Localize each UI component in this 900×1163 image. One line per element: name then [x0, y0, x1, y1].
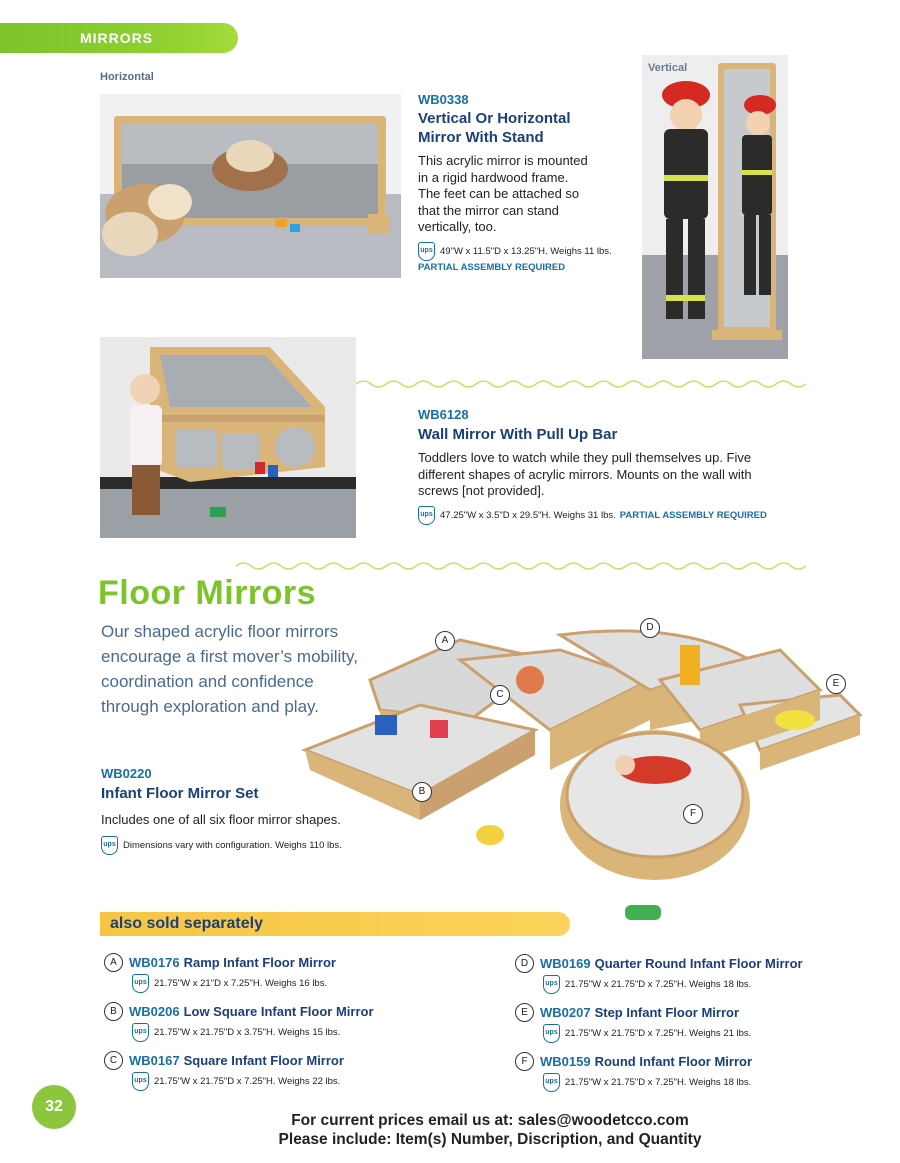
product1-desc-line: in a rigid hardwood frame.	[418, 169, 569, 185]
item-letter: A	[104, 953, 123, 972]
page-number: 32	[32, 1085, 76, 1129]
floor-set-title: Infant Floor Mirror Set	[101, 785, 259, 802]
product1-spec-text: 49"W x 11.5"D x 13.25"H. Weighs 11 lbs.	[440, 246, 612, 257]
floor-set-spec	[101, 836, 342, 855]
item-sku: WB0169	[540, 956, 591, 971]
ups-icon: ups	[132, 1072, 149, 1091]
wave-divider	[356, 378, 816, 390]
wall-mirror-photo	[100, 337, 356, 538]
item-name: Low Square Infant Floor Mirror	[183, 1004, 374, 1019]
product1-assembly: PARTIAL ASSEMBLY REQUIRED	[418, 262, 566, 273]
lead-line: coordination and confidence	[101, 672, 314, 691]
sold-item-b	[104, 1002, 374, 1042]
footer-line1: For current prices email us at: sales@woodetcco.com	[291, 1112, 689, 1129]
sold-separately-bar	[100, 912, 570, 936]
marker-b: B	[412, 782, 432, 802]
marker-a: A	[435, 631, 455, 651]
product1-title-line2: Mirror With Stand	[418, 129, 544, 146]
ups-icon: ups	[132, 1023, 149, 1042]
sold-item-a	[104, 953, 336, 993]
ups-icon: ups	[543, 1024, 560, 1043]
item-name: Round Infant Floor Mirror	[594, 1054, 752, 1069]
product1-title-line1: Vertical Or Horizontal	[418, 110, 571, 127]
item-letter: D	[515, 954, 534, 973]
marker-e: E	[826, 674, 846, 694]
horizontal-mirror-photo	[100, 94, 401, 278]
product2-spec-text: 47.25"W x 3.5"D x 29.5"H. Weighs 31 lbs.	[440, 510, 616, 521]
section-tab	[0, 23, 238, 53]
item-spec: 21.75"W x 21.75"D x 7.25"H. Weighs 18 lbs.	[565, 1077, 752, 1088]
ups-icon: ups	[543, 975, 560, 994]
product2-description	[418, 450, 798, 500]
product1-desc-line: This acrylic mirror is mounted	[418, 153, 588, 168]
footer-line2: Please include: Item(s) Number, Discription, and Quantity	[278, 1131, 702, 1148]
item-sku: WB0207	[540, 1005, 591, 1020]
item-letter: B	[104, 1002, 123, 1021]
sold-item-c	[104, 1051, 344, 1091]
sold-separately-label: also sold separately	[110, 915, 263, 932]
ups-icon: ups	[543, 1073, 560, 1092]
lead-line: through exploration and play.	[101, 697, 320, 716]
wave-divider	[236, 560, 816, 572]
product2-assembly: PARTIAL ASSEMBLY REQUIRED	[619, 510, 767, 521]
product1-desc-line: The feet can be attached so	[418, 186, 580, 201]
item-spec: 21.75"W x 21.75"D x 3.75"H. Weighs 15 lbs.	[154, 1027, 341, 1038]
item-spec: 21.75"W x 21"D x 7.25"H. Weighs 16 lbs.	[154, 978, 328, 989]
marker-c: C	[490, 685, 510, 705]
floor-mirrors-lead	[101, 619, 421, 719]
marker-d: D	[640, 618, 660, 638]
sold-item-d	[515, 954, 803, 994]
sold-item-e	[515, 1003, 751, 1043]
product2-title: Wall Mirror With Pull Up Bar	[418, 426, 618, 443]
product1-sku: WB0338	[418, 92, 469, 107]
item-name: Ramp Infant Floor Mirror	[183, 955, 336, 970]
product2-desc-line: different shapes of acrylic mirrors. Mounts on the wall with	[418, 466, 752, 482]
item-spec: 21.75"W x 21.75"D x 7.25"H. Weighs 18 lbs.	[565, 979, 752, 990]
item-spec: 21.75"W x 21.75"D x 7.25"H. Weighs 22 lbs.	[154, 1076, 341, 1087]
item-sku: WB0206	[129, 1004, 180, 1019]
section-title: MIRRORS	[80, 30, 154, 46]
horizontal-label: Horizontal	[100, 71, 154, 83]
product1-spec	[418, 242, 612, 261]
floor-set-spec-text: Dimensions vary with configuration. Weighs 110 lbs.	[123, 840, 342, 851]
item-letter: E	[515, 1003, 534, 1022]
ups-icon: ups	[418, 242, 435, 261]
floor-set-description: Includes one of all six floor mirror shapes.	[101, 812, 341, 827]
item-name: Step Infant Floor Mirror	[594, 1005, 740, 1020]
item-letter: F	[515, 1052, 534, 1071]
product2-desc-line: screws [not provided].	[418, 483, 545, 498]
vertical-mirror-photo	[642, 55, 788, 359]
floor-set-sku: WB0220	[101, 766, 152, 781]
ups-icon: ups	[418, 506, 435, 525]
item-name: Quarter Round Infant Floor Mirror	[594, 956, 803, 971]
product2-sku: WB6128	[418, 407, 469, 422]
item-name: Square Infant Floor Mirror	[183, 1053, 344, 1068]
product2-spec	[418, 506, 767, 525]
ups-icon: ups	[101, 836, 118, 855]
ups-icon: ups	[132, 974, 149, 993]
item-sku: WB0159	[540, 1054, 591, 1069]
floor-mirrors-heading: Floor Mirrors	[98, 574, 317, 612]
lead-line: Our shaped acrylic floor mirrors	[101, 622, 339, 641]
product1-description	[418, 153, 628, 236]
vertical-label: Vertical	[648, 62, 688, 74]
item-letter: C	[104, 1051, 123, 1070]
item-sku: WB0167	[129, 1053, 180, 1068]
product2-desc-line: Toddlers love to watch while they pull themselves up. Five	[418, 450, 752, 465]
sold-item-f	[515, 1052, 752, 1092]
product1-desc-line: that the mirror can stand	[418, 202, 559, 218]
product1-desc-line: vertically, too.	[418, 219, 497, 234]
item-spec: 21.75"W x 21.75"D x 7.25"H. Weighs 21 lbs.	[565, 1028, 752, 1039]
marker-f: F	[683, 804, 703, 824]
item-sku: WB0176	[129, 955, 180, 970]
lead-line: encourage a first mover’s mobility,	[101, 647, 358, 666]
